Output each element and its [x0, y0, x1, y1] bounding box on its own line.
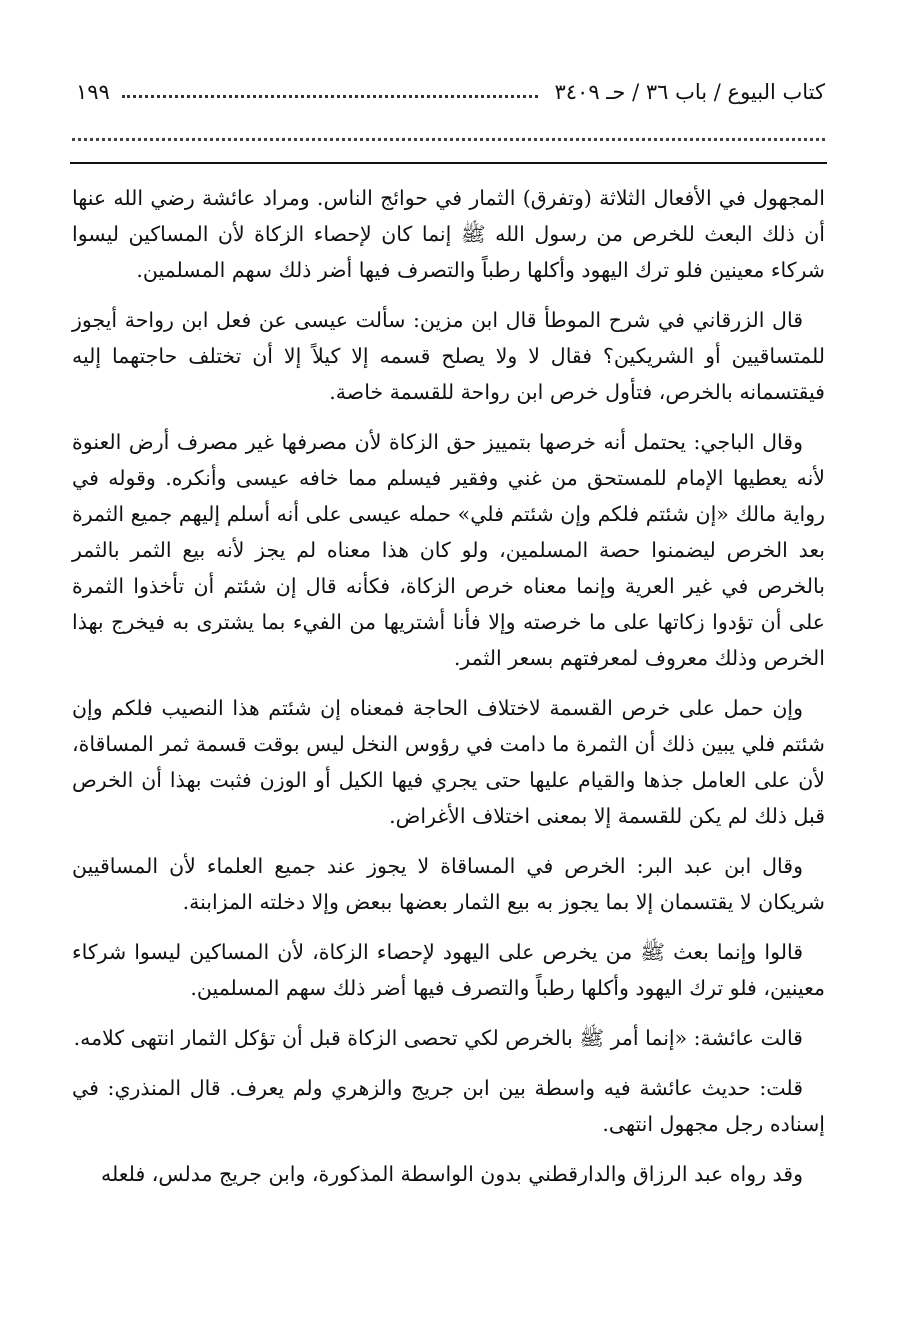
chapter-reference: كتاب البيوع / باب ٣٦ / حـ ٣٤٠٩ [554, 80, 825, 104]
paragraph: وقال ابن عبد البر: الخرص في المساقاة لا يجوز عند جميع العلماء لأن المساقيين شريكان لا يقتسمان إلا بما يجوز به بيع الثمار بعضها ببعض وإلا دخلته المزابنة. [72, 854, 825, 914]
paragraph: قالوا وإنما بعث ﷺ من يخرص على اليهود لإحصاء الزكاة، لأن المساكين ليسوا شركاء معينين، فلو ترك اليهود وأكلها رطباً والتصرف فيها أضر ذلك سهم المسلمين. [72, 940, 825, 1000]
paragraph: قالت عائشة: «إنما أمر ﷺ بالخرص لكي تحصى الزكاة قبل أن تؤكل الثمار انتهى كلامه. [73, 1026, 803, 1050]
paragraph: قلت: حديث عائشة فيه واسطة بين ابن جريج والزهري ولم يعرف. قال المنذري: في إسناده رجل مجهول انتهى. [72, 1076, 825, 1136]
dotted-separator [72, 138, 825, 141]
page-number: ١٩٩ [76, 80, 110, 104]
commentary-text [72, 180, 825, 1206]
header-rule [70, 162, 827, 164]
dot-leader [122, 95, 539, 98]
paragraph: وإن حمل على خرص القسمة لاختلاف الحاجة فمعناه إن شئتم هذا النصيب فلكم وإن شئتم فلي يبين ذلك أن الثمرة ما دامت في رؤوس النخل ليس بوقت قسمة ثمر المساقاة، لأن على العامل جذها والقيام عليها حتى يجري فيها الكيل أو الوزن فثبت بهذا أن الخرص قبل ذلك لم يكن للقسمة إلا بمعنى اختلاف الأغراض. [72, 696, 825, 828]
paragraph: قال الزرقاني في شرح الموطأ قال ابن مزين: سألت عيسى عن فعل ابن رواحة أيجوز للمتساقيين أو الشريكين؟ فقال لا ولا يصلح قسمه إلا كيلاً إلا أن تختلف حاجتهما إليه فيقتسمانه بالخرص، فتأول خرص ابن رواحة للقسمة خاصة. [72, 308, 825, 404]
paragraph: المجهول في الأفعال الثلاثة (وتفرق) الثمار في حوائج الناس. ومراد عائشة رضي الله عنها أن ذلك البعث للخرص من رسول الله ﷺ إنما كان لإحصاء الزكاة لأن المساكين ليسوا شركاء معينين فلو ترك اليهود وأكلها رطباً والتصرف فيها أضر ذلك سهم المسلمين. [72, 186, 825, 282]
running-header [76, 72, 825, 112]
paragraph: وقال الباجي: يحتمل أنه خرصها بتمييز حق الزكاة لأن مصرفها غير مصرف أرض العنوة لأنه يعطيها الإمام للمستحق من غني وفقير فيسلم مما خافه عيسى وأنكره. وقوله في رواية مالك «إن شئتم فلكم وإن شئتم فلي» حمله عيسى على أنه أسلم إليهم جميع الثمرة بعد الخرص ليضمنوا حصة المسلمين، ولو كان هذا معناه لم يجز لأنه بيع الثمر بالثمر بالخرص في غير العرية وإنما معناه خرص الزكاة، فكأنه قال إن شئتم أن تأخذوا الثمرة على أن تؤدوا زكاتها على ما خرصته وإلا فأنا أشتريها من الفيء بما يشترى به فيخرج بهذا الخرص وذلك معروف لمعرفتهم بسعر الثمر. [72, 430, 825, 670]
paragraph: وقد رواه عبد الرزاق والدارقطني بدون الواسطة المذكورة، وابن جريج مدلس، فلعله [100, 1162, 803, 1186]
